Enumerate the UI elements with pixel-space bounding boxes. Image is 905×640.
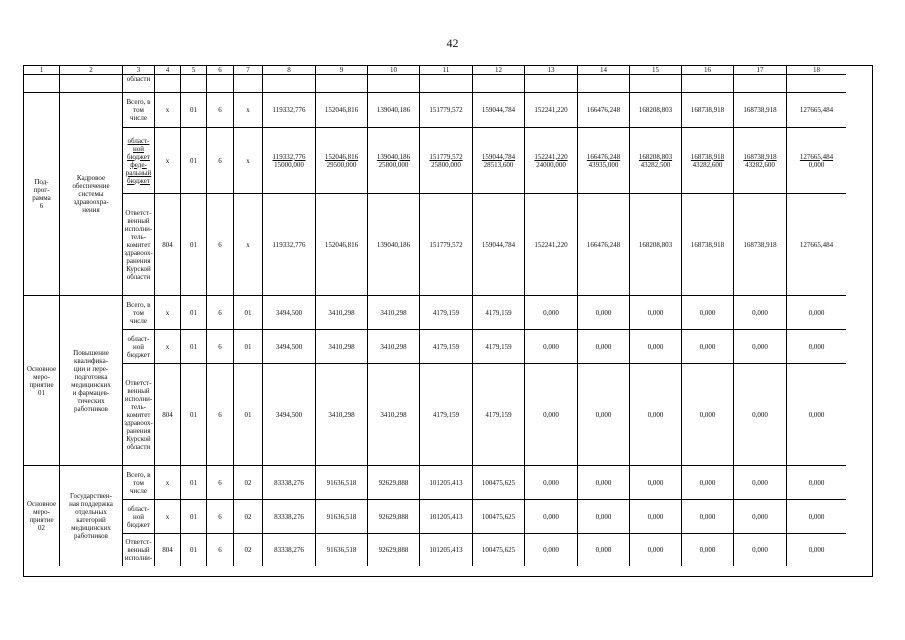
group-2-row-2-col4: х [155, 330, 181, 364]
header-col-4: 4 [155, 66, 181, 75]
header-col-8: 8 [263, 66, 316, 75]
group-2-row-1-col12: 4179,159 [473, 296, 525, 330]
group-2-row-2-col17: 0,000 [734, 330, 787, 364]
group-3-row-3-col18: 0,000 [808, 546, 825, 554]
group-2-row-2-source: област- ной бюджет [123, 330, 155, 364]
group-2-row-3-col8: 3494,500 [263, 364, 316, 466]
group-2-row-1-col14: 0,000 [578, 296, 630, 330]
carry-col-5 [181, 75, 207, 93]
group-2-row-1-col15: 0,000 [630, 296, 682, 330]
group-2-row-2-col7: 01 [234, 330, 263, 364]
group-3-row-3-col6: 6 [207, 534, 234, 566]
carry-col-13 [525, 75, 578, 93]
group-1-row-2-col15-line-2: 43282,500 [640, 160, 671, 169]
group-1-row-1-col13: 152241,220 [525, 93, 578, 128]
group-1-row-2-col10-line-2: 25800,000 [378, 160, 409, 169]
group-1-row-2-col9 [316, 128, 368, 194]
group-1-row-2-col14-line-1: 166476,248 [586, 152, 621, 161]
group-2-row-1-col7: 01 [234, 296, 263, 330]
group-3-row-1-col16: 0,000 [682, 466, 734, 500]
carry-col-12 [473, 75, 525, 93]
carry-col-9 [316, 75, 368, 93]
group-1-row-2-col10-line-1: 139040,186 [376, 152, 411, 161]
group-1-row-2-col17 [734, 128, 787, 194]
budget-table [23, 65, 873, 577]
group-3-row-1-col17: 0,000 [734, 466, 787, 500]
header-col-11: 11 [420, 66, 473, 75]
carry-col-2 [60, 75, 123, 93]
group-1-row-2-col10 [368, 128, 420, 194]
group-3-row-1-col10: 92629,888 [368, 466, 420, 500]
group-3-row-3-col7: 02 [234, 534, 263, 566]
group-2-row-1-col5: 01 [181, 296, 207, 330]
group-1-row-2-col11 [420, 128, 473, 194]
group-1-row-2-col17-line-1: 168738,918 [743, 152, 777, 161]
group-1-row-2-col18 [787, 128, 846, 194]
header-col-3: 3 [123, 66, 155, 75]
header-col-10: 10 [368, 66, 420, 75]
group-3-row-3-col13: 0,000 [525, 534, 578, 566]
group-2-row-2-col13: 0,000 [525, 330, 578, 364]
header-col-6: 6 [207, 66, 234, 75]
group-1-row-2-source: област- ной бюджет феде- ральный бюджет [123, 128, 155, 194]
group-1-row-2-col12-line-1: 159044,784 [481, 152, 516, 161]
group-1-row-3-col15: 168208,803 [630, 194, 682, 296]
group-2-row-1-col17: 0,000 [734, 296, 787, 330]
group-3-row-1-col12: 100475,625 [473, 466, 525, 500]
group-1-row-3-col10: 139040,186 [368, 194, 420, 296]
group-2-row-2-col5: 01 [181, 330, 207, 364]
group-3-row-3-col4: 804 [155, 534, 181, 566]
group-3-row-3-col5: 01 [181, 534, 207, 566]
group-3-row-2-col4: х [155, 500, 181, 534]
group-3-row-1-col6: 6 [207, 466, 234, 500]
group-1-row-2-col11-line-1: 151779,572 [429, 152, 463, 161]
group-1-row-2-col11-line-2: 25800,000 [431, 160, 461, 169]
group-3-row-1-col5: 01 [181, 466, 207, 500]
group-3-row-2-col12: 100475,625 [473, 500, 525, 534]
group-2-row-3-col9: 3410,298 [316, 364, 368, 466]
group-1-row-1-col6: 6 [207, 93, 234, 128]
group-1-row-2-col14-line-2: 43935,000 [588, 160, 619, 169]
group-1-row-2-col13-line-2: 24000,000 [536, 160, 566, 169]
carry-col-17 [734, 75, 787, 93]
group-3-row-2-col6: 6 [207, 500, 234, 534]
group-3-row-3-col17: 0,000 [734, 534, 787, 566]
header-col-17: 17 [734, 66, 787, 75]
group-2-row-1-col13: 0,000 [525, 296, 578, 330]
group-1-row-2-col15-line-1: 168208,803 [638, 152, 673, 161]
group-2-row-1-col8: 3494,500 [263, 296, 316, 330]
group-3-row-2-col18: 0,000 [787, 500, 846, 534]
group-2-row-3-col17: 0,000 [734, 364, 787, 466]
header-col-15: 15 [630, 66, 682, 75]
carry-col-3: области [123, 75, 155, 93]
group-1-code: Под- прог- рамма 6 [24, 93, 60, 296]
group-2-row-2-col9: 3410,298 [316, 330, 368, 364]
carry-col-15 [630, 75, 682, 93]
group-3-row-1-col8: 83338,276 [263, 466, 316, 500]
group-1-row-2-col8-line-2: 15000,000 [274, 160, 304, 169]
group-2-row-1-col16: 0,000 [682, 296, 734, 330]
group-1-row-2-col16 [682, 128, 734, 194]
group-1-row-2-col9-line-2: 29500,000 [326, 160, 357, 169]
group-1-row-3-col16: 168738,918 [682, 194, 734, 296]
group-1-row-1-col8: 119332,776 [263, 93, 316, 128]
group-3-row-2-source: област- ной бюджет [123, 500, 155, 534]
group-1-row-2-col5: 01 [181, 128, 207, 194]
group-3-row-1-col4: х [155, 466, 181, 500]
group-2-row-2-col16: 0,000 [682, 330, 734, 364]
group-1-row-1-col15: 168208,803 [630, 93, 682, 128]
group-2-row-1-col6: 6 [207, 296, 234, 330]
group-2-row-3-col16: 0,000 [682, 364, 734, 466]
header-col-14: 14 [578, 66, 630, 75]
group-1-row-1-source: Всего, в том числе [123, 93, 155, 128]
group-1-row-2-col13 [525, 128, 578, 194]
group-2-row-2-col6: 6 [207, 330, 234, 364]
group-3-row-2-col15: 0,000 [630, 500, 682, 534]
group-3-row-1-col18: 0,000 [787, 466, 846, 500]
group-1-row-2-col9-line-1: 152046,816 [324, 152, 359, 161]
header-col-1: 1 [24, 66, 60, 75]
group-3-row-3-col10: 92629,888 [368, 534, 420, 566]
group-1-row-3-col11: 151779,572 [420, 194, 473, 296]
group-2-row-2-col14: 0,000 [578, 330, 630, 364]
group-1-row-2-col6: 6 [207, 128, 234, 194]
group-2-row-1-col11: 4179,159 [420, 296, 473, 330]
group-1-row-2-col13-line-1: 152241,220 [534, 152, 568, 161]
group-3-row-3-col14: 0,000 [578, 534, 630, 566]
group-2-row-1-source: Всего, в том числе [123, 296, 155, 330]
group-3-row-2-col13: 0,000 [525, 500, 578, 534]
header-col-2: 2 [60, 66, 123, 75]
group-1-row-3-col5: 01 [181, 194, 207, 296]
group-1-row-1-col9: 152046,816 [316, 93, 368, 128]
group-1-row-1-col4: х [155, 93, 181, 128]
carry-col-11 [420, 75, 473, 93]
group-2-row-2-col11: 4179,159 [420, 330, 473, 364]
group-2-row-2-col12: 4179,159 [473, 330, 525, 364]
group-1-row-3-col6: 6 [207, 194, 234, 296]
group-1-title: Кадровое обеспечение системы здравоохра- нения [60, 93, 123, 296]
group-1-row-3-col4: 804 [155, 194, 181, 296]
carry-col-4 [155, 75, 181, 93]
group-3-row-2-col9: 91636,518 [316, 500, 368, 534]
carry-col-14 [578, 75, 630, 93]
group-3-row-2-col5: 01 [181, 500, 207, 534]
group-3-title: Государствен- ная поддержка отдельных категорий медицинских работников [60, 466, 123, 566]
group-1-row-1-col16: 168738,918 [682, 93, 734, 128]
header-col-9: 9 [316, 66, 368, 75]
carry-col-7 [234, 75, 263, 93]
group-2-row-2-col8: 3494,500 [263, 330, 316, 364]
group-1-row-3-col9: 152046,816 [316, 194, 368, 296]
group-1-row-3-col12: 159044,784 [473, 194, 525, 296]
group-2-row-3-source: Ответст- венный исполни- тель- комитет здравоох- ранения Курской области [123, 364, 155, 466]
group-1-row-1-col10: 139040,186 [368, 93, 420, 128]
group-3-row-2-col10: 92629,888 [368, 500, 420, 534]
header-col-18: 18 [787, 66, 846, 75]
carry-col-1 [24, 75, 60, 93]
carry-col-10 [368, 75, 420, 93]
header-col-16: 16 [682, 66, 734, 75]
group-2-row-3-col5: 01 [181, 364, 207, 466]
group-2-row-2-col10: 3410,298 [368, 330, 420, 364]
group-1-row-2-col15 [630, 128, 682, 194]
header-col-13: 13 [525, 66, 578, 75]
group-1-row-1-col18: 127665,484 [787, 93, 846, 128]
group-1-row-2-col8 [263, 128, 316, 194]
group-1-row-3-col17: 168738,918 [734, 194, 787, 296]
group-3-row-2-col16: 0,000 [682, 500, 734, 534]
group-3-code: Основное меро- приятие 02 [24, 466, 60, 566]
group-2-code: Основное меро- приятие 01 [24, 296, 60, 466]
carry-col-6 [207, 75, 234, 93]
group-1-row-3-col13: 152241,220 [525, 194, 578, 296]
group-1-row-1-col7: х [234, 93, 263, 128]
group-3-row-3-col11: 101205,413 [420, 534, 473, 566]
group-3-row-1-col15: 0,000 [630, 466, 682, 500]
group-1-row-1-col14: 166476,248 [578, 93, 630, 128]
group-2-title: Повышение квалифика- ции и пере- подготовка медицинских и фармацев- тических работников [60, 296, 123, 466]
group-1-row-3-col14: 166476,248 [578, 194, 630, 296]
group-1-row-2-col8-line-1: 119332,776 [272, 152, 306, 161]
group-1-row-2-col12-line-2: 28513,600 [483, 160, 514, 169]
page-number: 42 [446, 36, 459, 50]
group-3-row-2-col8: 83338,276 [263, 500, 316, 534]
group-1-row-2-col16-line-1: 168738,918 [690, 152, 725, 161]
group-1-row-2-col18-line-1: 127665,484 [799, 152, 834, 161]
group-2-row-3-col18: 0,000 [787, 364, 846, 466]
group-3-row-2-col7: 02 [234, 500, 263, 534]
header-col-12: 12 [473, 66, 525, 75]
group-2-row-3-col6: 6 [207, 364, 234, 466]
group-2-row-3-col7: 01 [234, 364, 263, 466]
group-2-row-3-col4: 804 [155, 364, 181, 466]
group-2-row-1-col9: 3410,298 [316, 296, 368, 330]
group-3-row-2-col11: 101205,413 [420, 500, 473, 534]
group-1-row-2-col4: х [155, 128, 181, 194]
group-1-row-1-col17: 168738,918 [734, 93, 787, 128]
group-1-row-3-col8: 119332,776 [263, 194, 316, 296]
group-1-row-2-col12 [473, 128, 525, 194]
group-2-row-2-col15: 0,000 [630, 330, 682, 364]
carry-col-8 [263, 75, 316, 93]
group-3-row-3-source: Ответст- венный исполни- [123, 534, 155, 566]
group-3-row-3-col12: 100475,625 [473, 534, 525, 566]
group-1-row-2-col14 [578, 128, 630, 194]
group-2-row-2-col18: 0,000 [787, 330, 846, 364]
group-1-row-1-col11: 151779,572 [420, 93, 473, 128]
group-1-row-1-col12: 159044,784 [473, 93, 525, 128]
group-1-row-3-col18: 127665,484 [787, 194, 846, 296]
carry-col-16 [682, 75, 734, 93]
header-col-5: 5 [181, 66, 207, 75]
group-2-row-1-col10: 3410,298 [368, 296, 420, 330]
group-1-row-3-col7: х [234, 194, 263, 296]
group-3-row-1-col14: 0,000 [578, 466, 630, 500]
group-2-row-3-col13: 0,000 [525, 364, 578, 466]
group-2-row-3-col14: 0,000 [578, 364, 630, 466]
group-3-row-3-col15: 0,000 [630, 534, 682, 566]
group-2-row-3-col10: 3410,298 [368, 364, 420, 466]
group-2-row-1-col18: 0,000 [787, 296, 846, 330]
group-1-row-2-col18-line-2: 0,000 [808, 160, 825, 169]
group-3-row-3-col16: 0,000 [682, 534, 734, 566]
group-3-row-3-col9: 91636,518 [316, 534, 368, 566]
header-col-7: 7 [234, 66, 263, 75]
group-3-row-3-col8: 83338,276 [263, 534, 316, 566]
group-3-row-2-col14: 0,000 [578, 500, 630, 534]
group-3-row-1-source: Всего, в том числе [123, 466, 155, 500]
group-1-row-3-source: Ответст- венный исполни- тель- комитет здравоох- ранения Курской области [123, 194, 155, 296]
group-1-row-1-col5: 01 [181, 93, 207, 128]
group-2-row-3-col12: 4179,159 [473, 364, 525, 466]
carry-col-18 [787, 75, 846, 93]
group-3-row-2-col17: 0,000 [734, 500, 787, 534]
group-1-row-2-col17-line-2: 43282,600 [745, 160, 775, 169]
group-3-row-1-col13: 0,000 [525, 466, 578, 500]
group-2-row-1-col4: х [155, 296, 181, 330]
group-3-row-1-col7: 02 [234, 466, 263, 500]
group-3-row-1-col9: 91636,518 [316, 466, 368, 500]
group-1-row-2-col16-line-2: 43282,600 [692, 160, 723, 169]
group-2-row-3-col15: 0,000 [630, 364, 682, 466]
group-1-row-2-col7: х [234, 128, 263, 194]
group-3-row-1-col11: 101205,413 [420, 466, 473, 500]
group-2-row-3-col11: 4179,159 [420, 364, 473, 466]
